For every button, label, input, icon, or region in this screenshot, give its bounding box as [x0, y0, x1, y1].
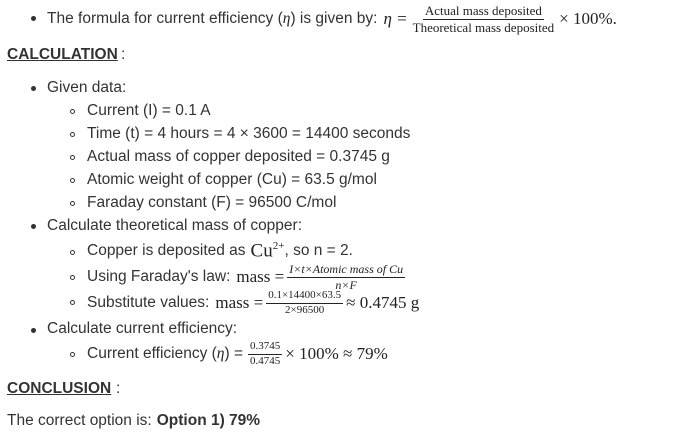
- eta-symbol: η: [216, 345, 225, 362]
- bullet-circle: [70, 178, 75, 183]
- intro-text: The formula for current efficiency (: [47, 10, 283, 27]
- calculation-heading-text: CALCULATION: [7, 46, 118, 63]
- formula-rhs: × 100%.: [559, 9, 617, 28]
- substitute-fraction: [266, 290, 343, 316]
- bullet-dot: [31, 16, 36, 21]
- bullet-circle: [70, 109, 75, 114]
- conclusion-line: [7, 412, 260, 430]
- copper-ion-line: [87, 238, 353, 264]
- bullet-circle: [70, 300, 75, 305]
- bullet-dot: [31, 86, 36, 91]
- intro-formula-line: [47, 2, 617, 36]
- conclusion-colon: :: [116, 380, 121, 397]
- efficiency-fraction: [411, 4, 557, 34]
- theoretical-label: Calculate theoretical mass of copper:: [47, 217, 303, 234]
- bullet-circle: [70, 155, 75, 160]
- substitute-denominator: 2×96500: [285, 303, 325, 316]
- faraday-text: Using Faraday's law:: [87, 268, 231, 285]
- faraday-numerator: I×t×Atomic mass of Cu: [289, 261, 404, 276]
- faraday-denominator: n×F: [335, 277, 357, 292]
- efficiency-result: × 100% ≈ 79%: [285, 344, 388, 363]
- deposited-end: , so n = 2.: [284, 242, 353, 259]
- substitute-numerator: 0.1×14400×63.5: [266, 290, 343, 304]
- conclusion-heading: [7, 380, 111, 398]
- given-item: Faraday constant (F) = 96500 C/mol: [87, 194, 337, 211]
- given-data-label: Given data:: [47, 79, 127, 96]
- efficiency-label: Calculate current efficiency:: [47, 320, 238, 337]
- copper-symbol: Cu: [250, 240, 273, 262]
- conclusion-text: The correct option is:: [7, 412, 152, 429]
- fraction-numerator: Actual mass deposited: [424, 2, 542, 18]
- efficiency-numerator: 0.3745: [248, 341, 282, 355]
- calculation-heading: [7, 46, 118, 64]
- given-item: Current (I) = 0.1 A: [87, 102, 211, 119]
- deposited-text: Copper is deposited as: [87, 242, 246, 259]
- intro-text-end: ) is given by:: [290, 10, 378, 27]
- given-item: Atomic weight of copper (Cu) = 63.5 g/mol: [87, 171, 377, 188]
- ion-charge: 2+: [272, 239, 285, 252]
- given-item: Actual mass of copper deposited = 0.3745 g: [87, 148, 390, 165]
- eta-symbol: η: [282, 10, 291, 27]
- bullet-circle: [70, 275, 75, 280]
- bullet-circle: [70, 201, 75, 206]
- bullet-circle: [70, 352, 75, 357]
- answer-option: Option 1) 79%: [156, 412, 261, 429]
- substitute-text: Substitute values:: [87, 294, 210, 311]
- efficiency-denominator: 0.4745: [250, 354, 281, 367]
- efficiency-text: Current efficiency (: [87, 345, 217, 362]
- formula-lhs: η =: [383, 9, 408, 28]
- substitute-result: ≈ 0.4745 g: [346, 293, 420, 312]
- faraday-lhs: mass =: [236, 267, 285, 286]
- substitute-lhs: mass =: [215, 293, 264, 312]
- efficiency-result-line: [87, 339, 388, 369]
- calculation-colon: :: [121, 46, 126, 63]
- bullet-circle: [70, 250, 75, 255]
- bullet-dot: [31, 224, 36, 229]
- efficiency-text-end: ) =: [224, 345, 244, 362]
- substitute-line: [87, 288, 419, 318]
- fraction-denominator: Theoretical mass deposited: [412, 19, 555, 35]
- copper-ion: [251, 240, 285, 262]
- conclusion-heading-text: CONCLUSION: [7, 380, 112, 397]
- efficiency-value-fraction: [248, 341, 282, 367]
- given-item: Time (t) = 4 hours = 4 × 3600 = 14400 seconds: [87, 125, 411, 142]
- faraday-fraction: [287, 263, 405, 291]
- bullet-dot: [31, 328, 36, 333]
- bullet-circle: [70, 132, 75, 137]
